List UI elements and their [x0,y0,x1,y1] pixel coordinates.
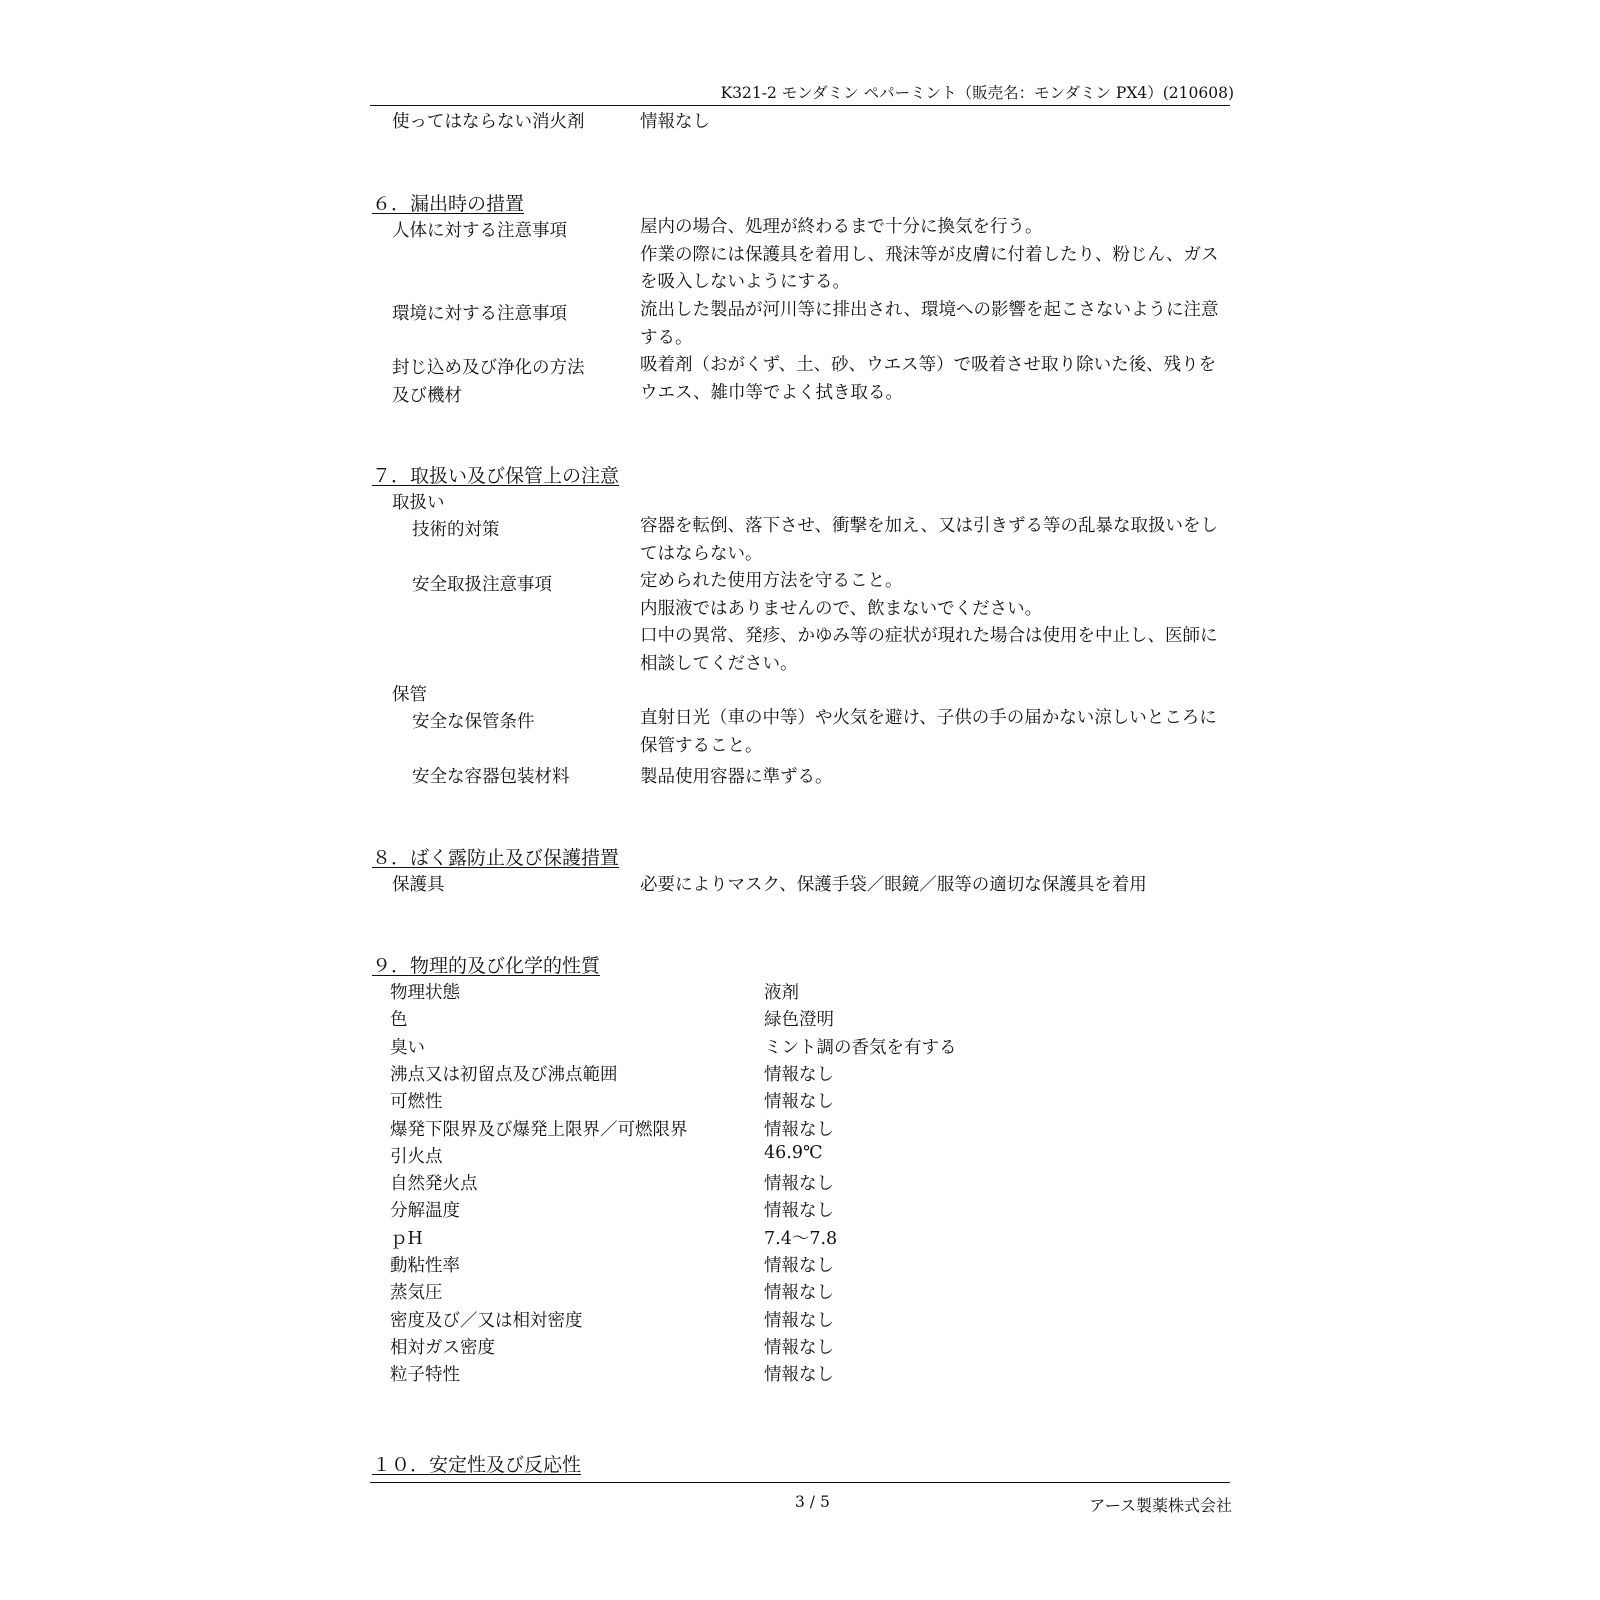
document-header: K321-2 モンダミン ペパーミント（販売名：モンダミン PX4）(210608) [720,84,1234,102]
property-name: 物理状態 [390,983,460,1003]
s7-tech-label: 技術的対策 [412,520,500,540]
section-7-title: ７．取扱い及び保管上の注意 [372,465,620,487]
property-name: 密度及び／又は相対密度 [390,1310,583,1331]
s7-cond-value: 直射日光（車の中等）や火気を避け、子供の手の届かない涼しいところに 保管すること。 [640,708,1217,756]
fire-value: 情報なし [640,112,710,132]
fire-label: 使ってはならない消火剤 [392,112,585,132]
property-name: 臭い [390,1037,425,1058]
s6-env-value: 流出した製品が河川等に排出され、環境への影響を起こさないように注意 する。 [640,300,1219,348]
property-value: 情報なし [764,1256,834,1276]
section-9-title: ９．物理的及び化学的性質 [372,955,601,977]
property-name: ｐH [390,1228,423,1249]
section-8-title: ８．ばく露防止及び保護措置 [372,847,620,869]
s6-contain-label: 封じ込め及び浄化の方法 及び機材 [392,358,585,406]
s8-label: 保護具 [392,875,445,895]
page-number: 3 / 5 [795,1493,830,1511]
property-name: 自然発火点 [390,1174,478,1195]
property-value: 情報なし [764,1064,834,1085]
property-name: 沸点又は初留点及び沸点範囲 [390,1064,618,1085]
property-name: 相対ガス密度 [390,1337,495,1358]
property-value: 情報なし [764,1119,834,1140]
s7-pack-label: 安全な容器包装材料 [412,767,570,787]
property-value: 情報なし [764,1174,834,1195]
s7-cond-label: 安全な保管条件 [412,712,535,732]
s6-human-value-line2: 作業の際には保護具を着用し、飛沫等が皮膚に付着したり、粉じん、ガス を吸入しないようにする。 [640,244,1219,292]
company-name: アース製薬株式会社 [1089,1496,1232,1515]
property-value: 情報なし [764,1201,834,1222]
property-name: 蒸気圧 [390,1283,443,1304]
property-value: 7.4～7.8 [764,1228,838,1249]
s7-safe-value [640,568,1270,678]
s7-safe-value-line1: 定められた使用方法を守ること。 [640,571,903,591]
property-name: 色 [390,1010,408,1031]
section-10-title: １０．安定性及び反応性 [372,1454,582,1476]
s7-safe-label: 安全取扱注意事項 [412,575,552,595]
property-value: 液剤 [764,983,799,1003]
property-value: 緑色澄明 [764,1010,834,1031]
property-name: 粒子特性 [390,1365,460,1386]
s7-handling-heading: 取扱い [392,493,445,513]
s7-safe-value-line2: 内服液ではありませんので、飲まないでください。 [640,598,1043,619]
s8-value: 必要によりマスク、保護手袋／眼鏡／服等の適切な保護具を着用 [640,875,1147,895]
s7-tech-value: 容器を転倒、落下させ、衝撃を加え、又は引きずる等の乱暴な取扱いをし てはならない。 [640,516,1219,564]
property-value: 情報なし [764,1310,834,1331]
s6-human-value-line1: 屋内の場合、処理が終わるまで十分に換気を行う。 [640,217,1043,237]
property-name: 分解温度 [390,1201,460,1222]
property-value: ミント調の香気を有する [764,1037,957,1058]
property-name: 動粘性率 [390,1256,460,1276]
s6-human-label: 人体に対する注意事項 [392,221,567,241]
s7-safe-value-line3: 口中の異常、発疹、かゆみ等の症状が現れた場合は使用を中止し、医師に 相談してください。 [640,626,1218,674]
s6-env-label: 環境に対する注意事項 [392,304,567,324]
property-name: 可燃性 [390,1092,443,1113]
s7-pack-value: 製品使用容器に準ずる。 [640,767,833,787]
s6-contain-value: 吸着剤（おがくず、土、砂、ウエス等）で吸着させ取り除いた後、残りを ウエス、雑巾等でよく拭き取る。 [640,355,1217,403]
property-value: 情報なし [764,1092,834,1113]
property-value: 情報なし [764,1365,834,1386]
header-rule [370,105,1230,106]
property-value: 46.9℃ [764,1142,823,1163]
property-name: 引火点 [390,1146,443,1167]
footer-rule [370,1482,1230,1483]
property-name: 爆発下限界及び爆発上限界／可燃限界 [390,1119,688,1140]
property-value: 情報なし [764,1283,834,1304]
property-value: 情報なし [764,1337,834,1358]
section-6-title: ６．漏出時の措置 [372,193,525,215]
s6-human-value [640,214,1270,297]
s7-storage-heading: 保管 [392,685,427,705]
